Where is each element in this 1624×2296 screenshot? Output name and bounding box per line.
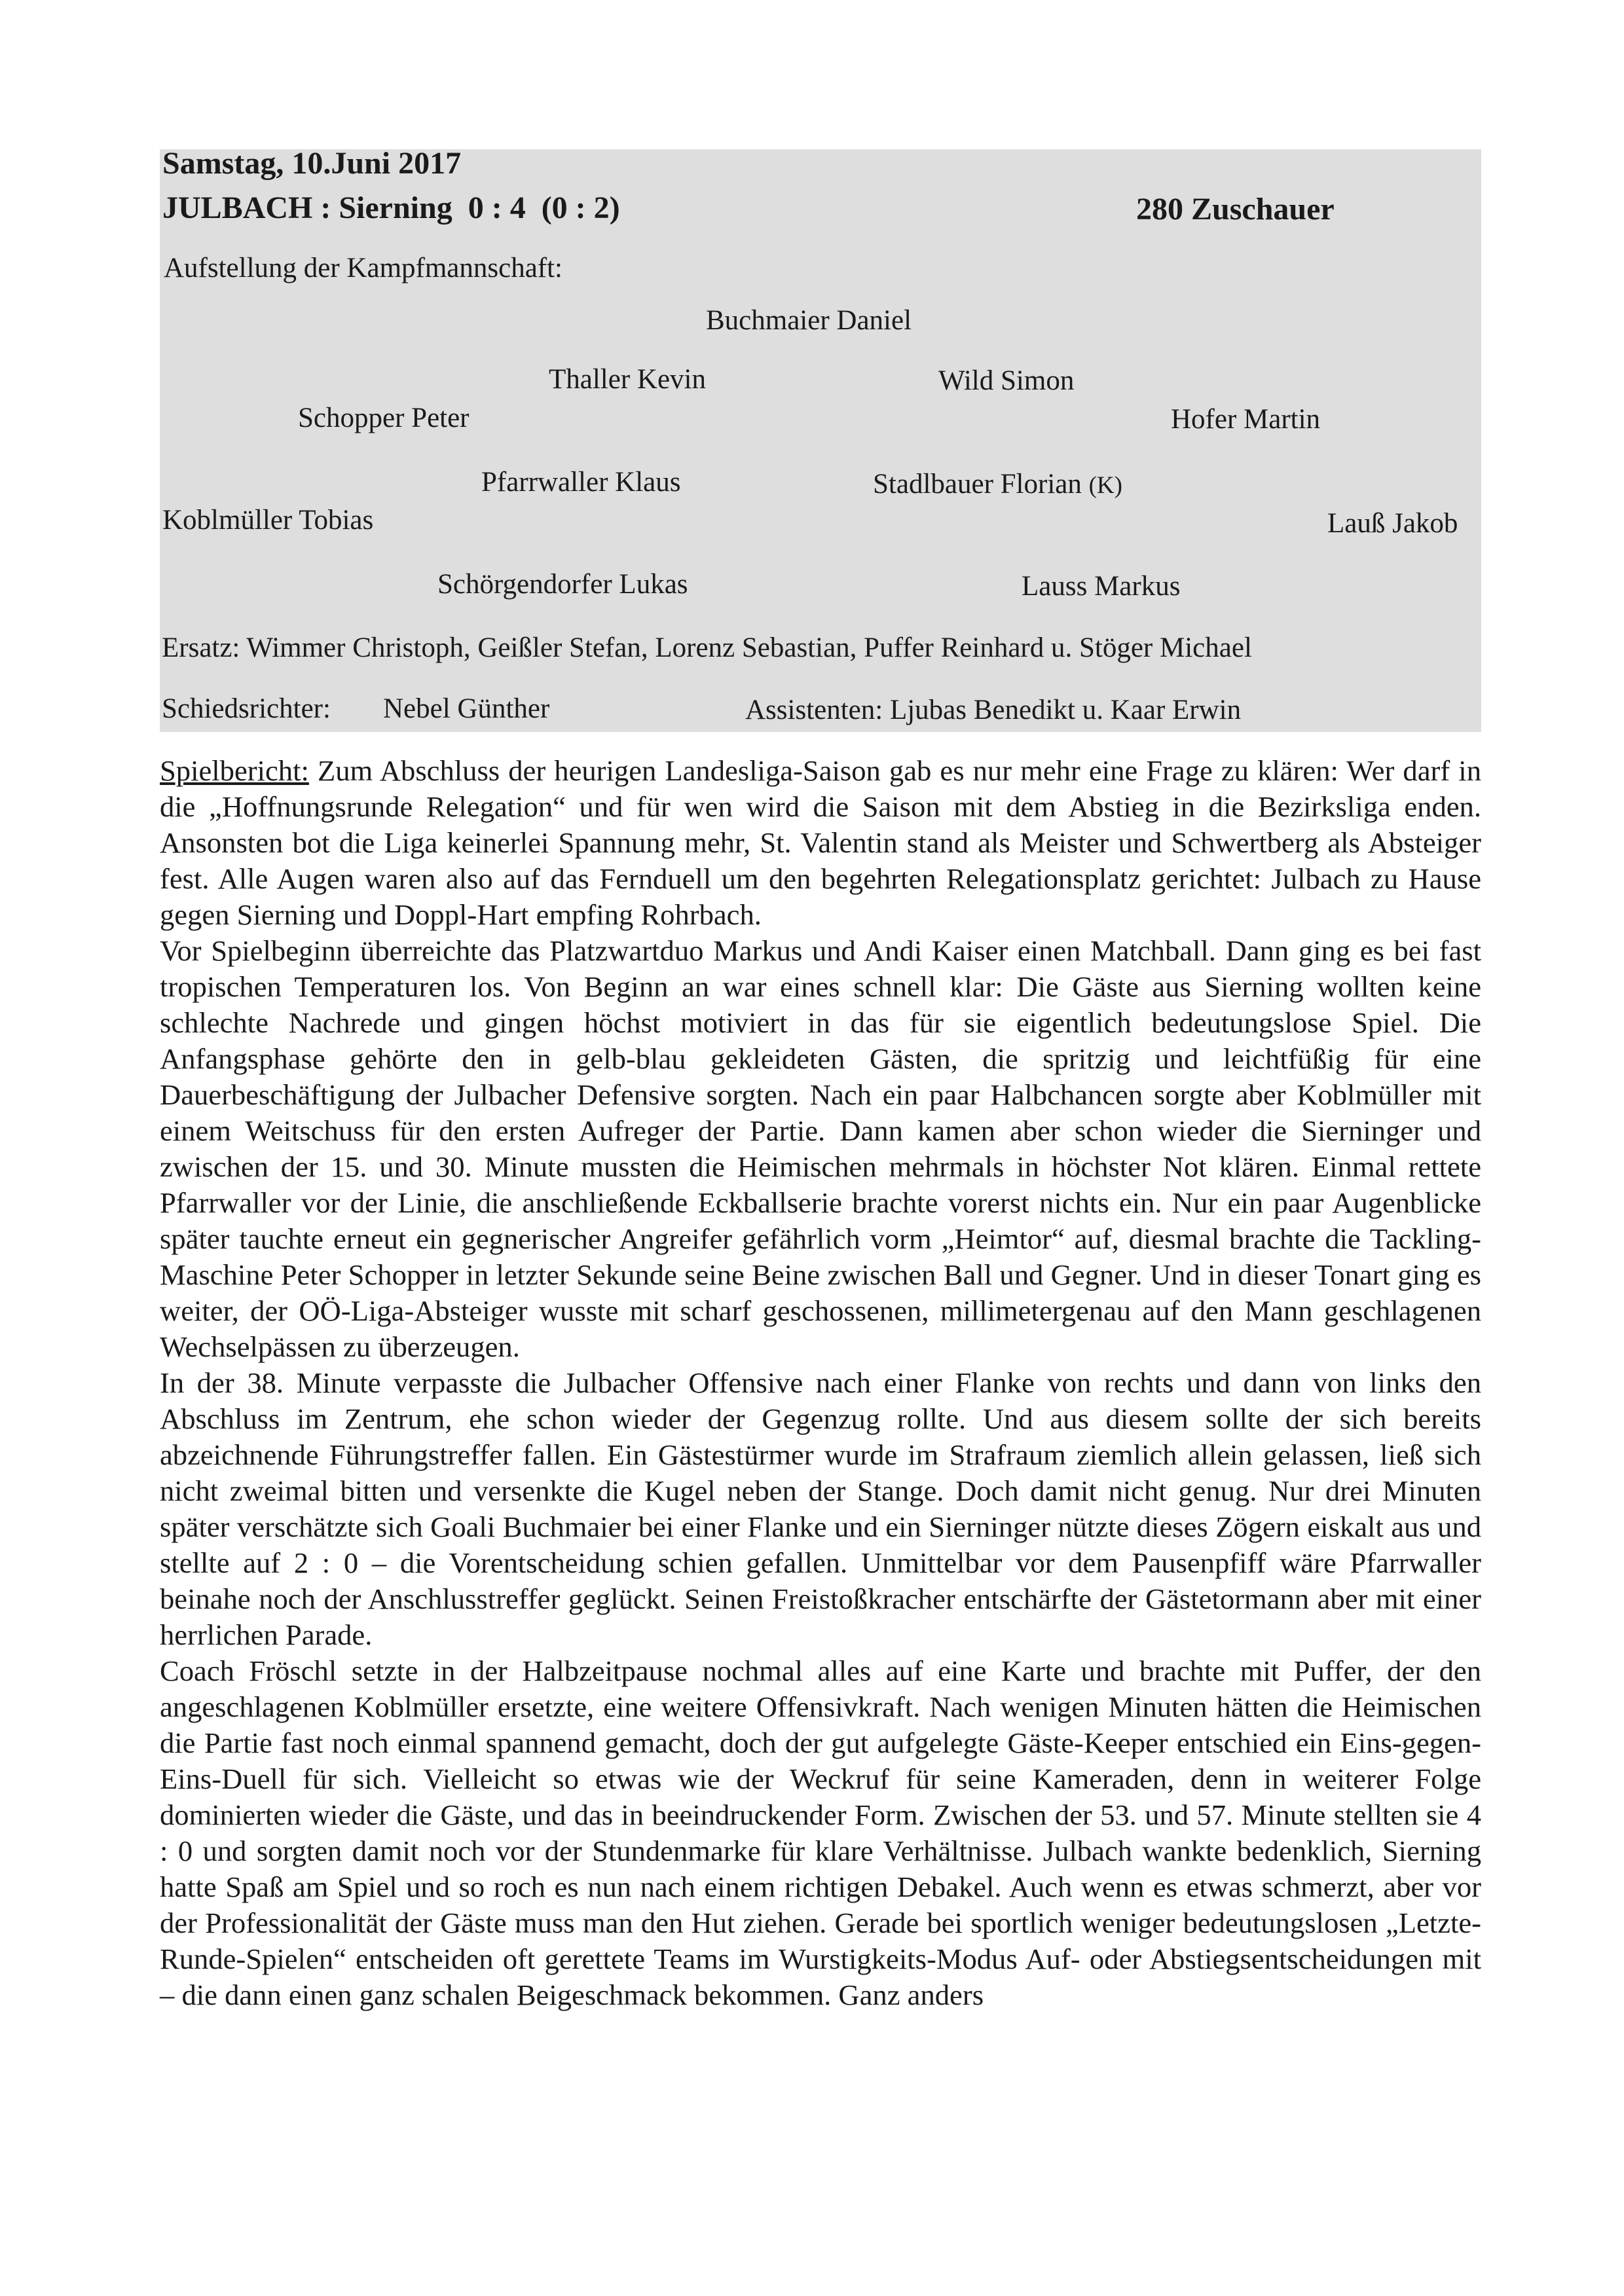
player-def-right-center: Wild Simon	[938, 365, 1075, 396]
player-fwd-left: Schörgendorfer Lukas	[437, 569, 688, 600]
assistants: Assistenten: Ljubas Benedikt u. Kaar Erwin	[745, 695, 1242, 725]
player-fwd-right: Lauss Markus	[1022, 571, 1181, 602]
substitutes: Ersatz: Wimmer Christoph, Geißler Stefan, Lorenz Sebastian, Puffer Reinhard u. Stöger Michael	[162, 632, 1252, 663]
player-mid-right-center	[873, 468, 1122, 500]
player-wing-right: Lauß Jakob	[1327, 508, 1458, 539]
report-paragraph-1	[160, 753, 1481, 933]
player-name: Stadlbauer Florian	[873, 469, 1082, 500]
match-result: JULBACH : Sierning 0 : 4 (0 : 2)	[162, 191, 620, 225]
player-def-right: Hofer Martin	[1171, 404, 1321, 435]
lineup-heading: Aufstellung der Kampfmannschaft:	[164, 253, 563, 283]
player-def-left: Schopper Peter	[298, 403, 470, 433]
report-text: Zum Abschluss der heurigen Landesliga-Saison gab es nur mehr eine Frage zu klären: Wer darf in die „Hoffnungsrunde Relegation“ und für wen wird die Saison mit dem Abstieg in die Bezirksliga enden. Ansonsten bot die Liga keinerlei Spannung mehr, St. Valentin stand als Meister und Schwertberg als Absteiger fest. Alle Augen waren also auf das Fernduell um den begehrten Relegationsplatz gerichtet: Julbach zu Hause gegen Sierning und Doppl-Hart empfing Rohrbach.	[160, 754, 1481, 931]
captain-mark: (K)	[1088, 472, 1122, 499]
referee-label: Schiedsrichter:	[162, 693, 331, 724]
report-label: Spielbericht:	[160, 754, 309, 787]
report-paragraph-2: Vor Spielbeginn überreichte das Platzwartduo Markus und Andi Kaiser einen Matchball. Dann ging es bei fast tropischen Temperaturen los. Von Beginn an war eines schnell klar: Die Gäste aus Sierning wollten keine schlechte Nachrede und gingen höchst motiviert in das für sie eigentlich bedeutungslose Spiel. Die Anfangsphase gehörte den in gelb-blau gekleideten Gästen, die spritzig und leichtfüßig für eine Dauerbeschäftigung der Julbacher Defensive sorgten. Nach ein paar Halbchancen sorgte aber Koblmüller mit einem Weitschuss für den ersten Aufreger der Partie. Dann kamen aber schon wieder die Sierninger und zwischen der 15. und 30. Minute mussten die Heimischen mehrmals in höchster Not klären. Einmal rettete Pfarrwaller vor der Linie, die anschließende Eckballserie brachte vorerst nichts ein. Nur ein paar Augenblicke später tauchte erneut ein gegnerischer Angreifer gefährlich vorm „Heimtor“ auf, diesmal brachte die Tackling-Maschine Peter Schopper in letzter Sekunde seine Beine zwischen Ball und Gegner. Und in dieser Tonart ging es weiter, der OÖ-Liga-Absteiger wusste mit scharf geschossenen, millimetergenau auf den Mann geschlagenen Wechselpässen zu überzeugen.	[160, 934, 1481, 1363]
player-mid-left-center: Pfarrwaller Klaus	[481, 467, 681, 498]
player-def-left-center: Thaller Kevin	[549, 364, 706, 395]
match-report	[160, 753, 1481, 2013]
spectators: 280 Zuschauer	[1136, 192, 1335, 227]
player-goalkeeper: Buchmaier Daniel	[706, 305, 912, 336]
report-paragraph-3: In der 38. Minute verpasste die Julbacher Offensive nach einer Flanke von rechts und dann von links den Abschluss im Zentrum, ehe schon wieder der Gegenzug rollte. Und aus diesem sollte der sich bereits abzeichnende Führungstreffer fallen. Ein Gästestürmer wurde im Strafraum ziemlich allein gelassen, ließ sich nicht zweimal bitten und versenkte die Kugel neben der Stange. Doch damit nicht genug. Nur drei Minuten später verschätzte sich Goali Buchmaier bei einer Flanke und ein Sierninger nützte dieses Zögern eiskalt aus und stellte auf 2 : 0 – die Vorentscheidung schien gefallen. Unmittelbar vor dem Pausenpfiff wäre Pfarrwaller beinahe noch der Anschlusstreffer geglückt. Seinen Freistoßkracher entschärfte der Gästetormann aber mit einer herrlichen Parade.	[160, 1366, 1481, 1651]
referee-name: Nebel Günther	[383, 693, 550, 724]
report-paragraph-4: Coach Fröschl setzte in der Halbzeitpause nochmal alles auf eine Karte und brachte mit Puffer, der den angeschlagenen Koblmüller ersetzte, eine weitere Offensivkraft. Nach wenigen Minuten hätten die Heimischen die Partie fast noch einmal spannend gemacht, doch der gut aufgelegte Gäste-Keeper entschied ein Eins-gegen-Eins-Duell für sich. Vielleicht so etwas wie der Weckruf für seine Kameraden, denn in weiterer Folge dominierten wieder die Gäste, und das in beeindruckender Form. Zwischen der 53. und 57. Minute stellten sie 4 : 0 und sorgten damit noch vor der Stundenmarke für klare Verhältnisse. Julbach wankte bedenklich, Sierning hatte Spaß am Spiel und so roch es nun nach einem richtigen Debakel. Auch wenn es etwas schmerzt, aber vor der Professionalität der Gäste muss man den Hut ziehen. Gerade bei sportlich weniger bedeutungslosen „Letzte-Runde-Spielen“ entscheiden oft gerettete Teams im Wurstigkeits-Modus Auf- oder Abstiegsentscheidungen mit – die dann einen ganz schalen Beigeschmack bekommen. Ganz anders	[160, 1654, 1481, 2011]
player-wing-left: Koblmüller Tobias	[162, 505, 374, 536]
match-date: Samstag, 10.Juni 2017	[162, 146, 462, 181]
